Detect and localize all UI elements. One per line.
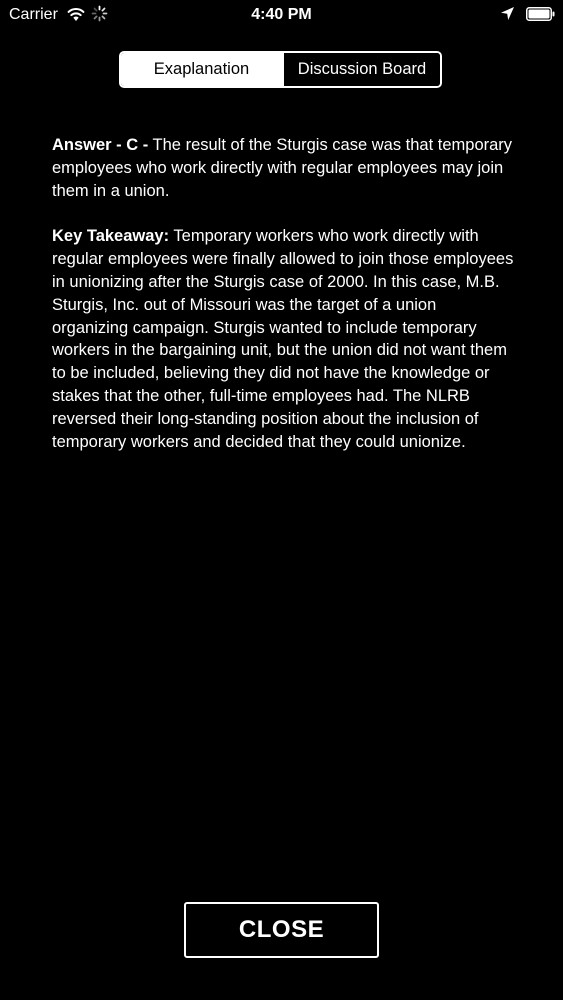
takeaway-text: Temporary workers who work directly with regular employees were finally allowed to join those employees in unionizing after the Sturgis case of 2000. In this case, M.B. Sturgis, Inc. out of Missouri was the target of a union organizing campaign. Sturgis wanted to include temporary workers in the bargaining unit, but the union did not want them to be included, believing they did not have the knowledge or stakes that the other, full-time employees had. The NLRB reversed their long-standing position about the inclusion of temporary workers and decided that they could unionize. xyxy=(52,227,514,451)
close-button[interactable]: CLOSE xyxy=(184,902,379,958)
answer-label: Answer - C - xyxy=(52,136,149,154)
tab-discussion-board[interactable]: Discussion Board xyxy=(282,53,440,86)
answer-paragraph xyxy=(52,134,514,202)
takeaway-label: Key Takeaway: xyxy=(52,227,170,246)
tab-explanation[interactable]: Exaplanation xyxy=(121,53,282,86)
battery-icon xyxy=(526,7,555,21)
location-icon xyxy=(500,6,515,21)
takeaway-paragraph xyxy=(52,225,514,453)
explanation-content xyxy=(52,134,514,476)
answer-text: The result of the Sturgis case was that temporary employees who work directly with regular employees may join them in a union. xyxy=(52,136,513,200)
clock: 4:40 PM xyxy=(251,6,312,23)
carrier-label: Carrier xyxy=(9,6,58,23)
status-bar xyxy=(0,0,563,30)
tab-bar xyxy=(119,51,442,88)
